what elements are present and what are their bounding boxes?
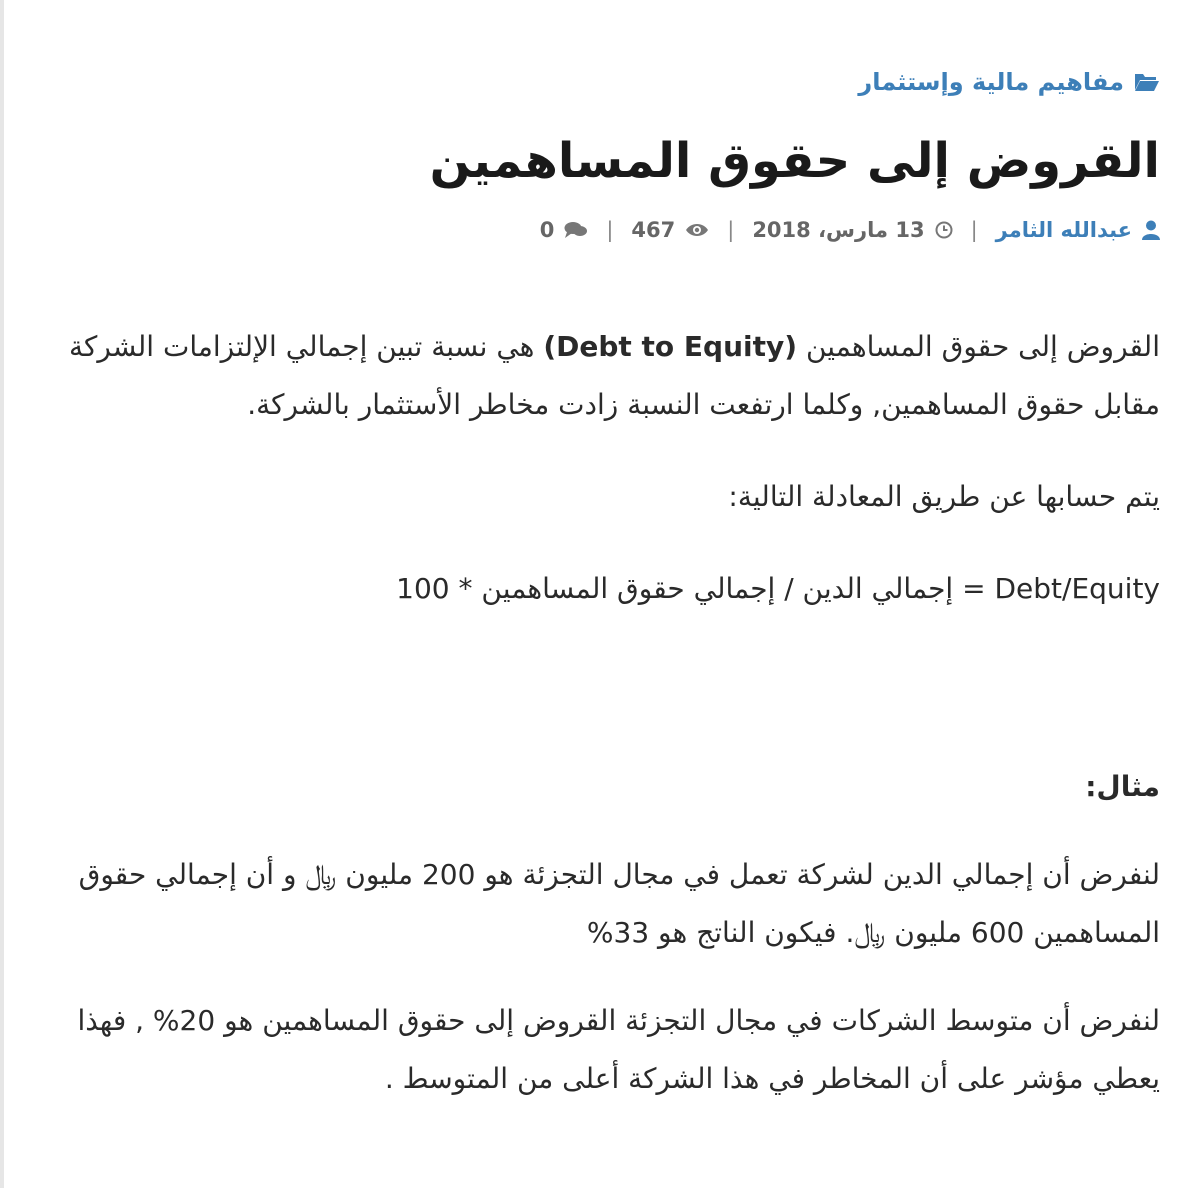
example-paragraph-2: لنفرض أن متوسط الشركات في مجال التجزئة القروض إلى حقوق المساهمين هو 20% , فهذا يعطي مؤشر على أن المخاطر في هذا الشركة أعلى من المتوسط . bbox=[77, 1004, 1160, 1095]
article-meta bbox=[540, 210, 1160, 250]
meta-separator: | bbox=[606, 218, 614, 242]
intro-paragraph bbox=[30, 318, 1160, 434]
view-count: 467 bbox=[631, 218, 676, 242]
formula-paragraph: Debt/Equity = إجمالي الدين / إجمالي حقوق المساهمين * 100 bbox=[396, 572, 1160, 605]
user-icon bbox=[1142, 220, 1160, 240]
english-term: (Debt to Equity) bbox=[543, 330, 798, 363]
clock-icon bbox=[935, 221, 953, 239]
example-heading: مثال: bbox=[1085, 770, 1160, 803]
post-date: 13 مارس، 2018 bbox=[752, 218, 925, 242]
comments-icon bbox=[564, 221, 588, 239]
comment-count[interactable]: 0 bbox=[539, 218, 555, 242]
example-paragraph-1: لنفرض أن إجمالي الدين لشركة تعمل في مجال التجزئة هو 200 مليون ﷼ و أن إجمالي حقوق المساهمين 600 مليون ﷼. فيكون الناتج هو 33% bbox=[78, 858, 1160, 949]
eye-icon bbox=[685, 222, 709, 238]
article-title: القروض إلى حقوق المساهمين bbox=[429, 133, 1160, 189]
meta-separator: | bbox=[970, 218, 978, 242]
intro-text-end: هي نسبة تبين إجمالي الإلتزامات الشركة مقابل حقوق المساهمين, وكلما ارتفعت النسبة زادت مخاطر الأستثمار بالشركة. bbox=[68, 330, 1160, 421]
calc-intro-paragraph: يتم حسابها عن طريق المعادلة التالية: bbox=[728, 480, 1160, 513]
article-body bbox=[30, 318, 1160, 1108]
intro-text-start: القروض إلى حقوق المساهمين bbox=[797, 330, 1160, 363]
category-link[interactable] bbox=[858, 62, 1160, 102]
category-label: مفاهيم مالية وإستثمار bbox=[858, 68, 1124, 96]
folder-open-icon bbox=[1134, 71, 1160, 93]
author-link[interactable]: عبدالله الثامر bbox=[995, 218, 1132, 242]
page-edge-border bbox=[0, 0, 4, 1188]
meta-separator: | bbox=[727, 218, 735, 242]
